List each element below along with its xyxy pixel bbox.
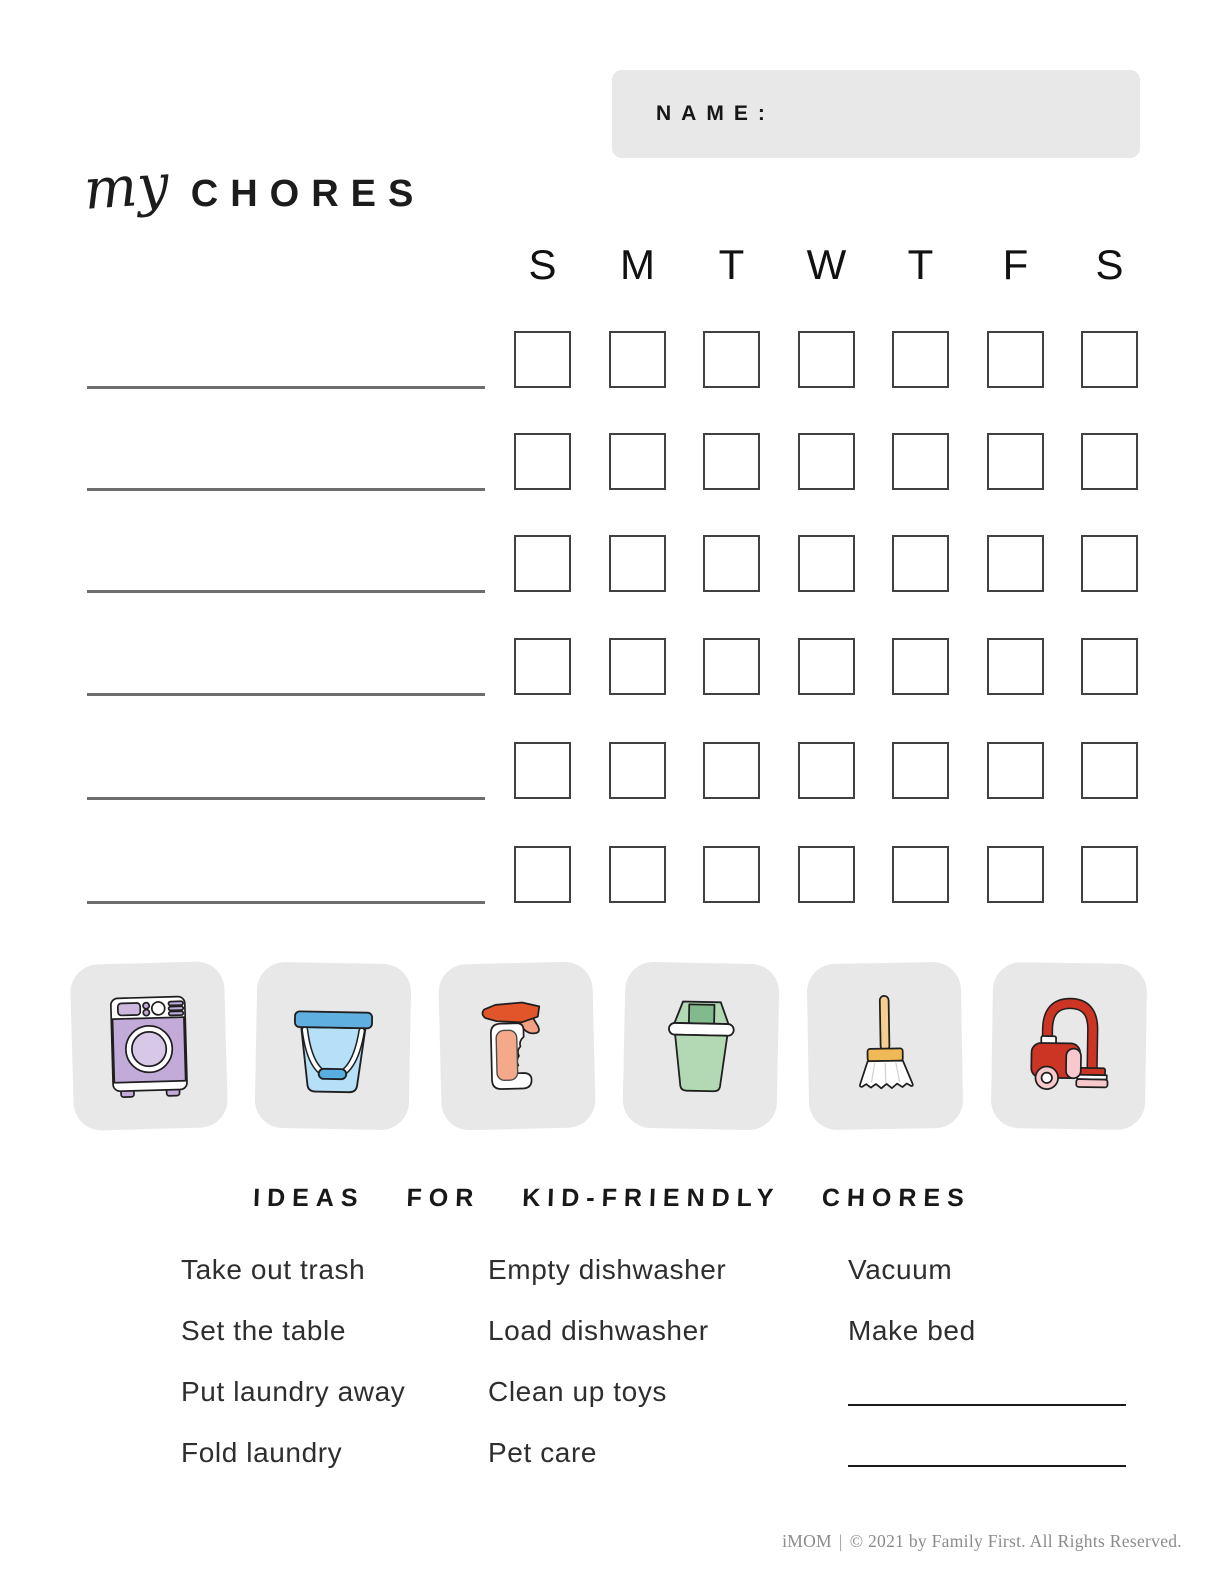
tile-vacuum [991,962,1148,1130]
checkbox[interactable] [798,638,855,695]
broom-icon [840,991,930,1101]
vacuum-icon [1020,992,1118,1099]
checkbox[interactable] [987,535,1044,592]
checkbox[interactable] [514,846,571,903]
idea-write-in-line[interactable] [848,1439,1126,1467]
day-header-tue: T [718,241,745,288]
checkbox[interactable] [798,433,855,490]
footer-divider: | [838,1531,843,1551]
footer-copyright [782,1531,1182,1552]
checkbox[interactable] [514,331,571,388]
checkbox[interactable] [703,433,760,490]
checkbox[interactable] [703,638,760,695]
idea-item: Set the table [181,1315,347,1346]
chore-row [0,638,1224,697]
checkbox[interactable] [987,433,1044,490]
day-header-sat: S [1095,241,1124,288]
name-label: NAME: [656,102,775,125]
chore-name-line[interactable] [87,693,485,696]
tile-washing-machine [70,961,229,1131]
ideas-column-2 [488,1256,726,1467]
idea-item: Put laundry away [181,1376,406,1407]
chore-row [0,535,1224,594]
checkbox[interactable] [798,846,855,903]
checkbox[interactable] [798,331,855,388]
washing-machine-icon [105,992,194,1099]
idea-item: Pet care [488,1437,598,1468]
checkbox[interactable] [1081,331,1138,388]
checkbox[interactable] [987,742,1044,799]
chore-name-line[interactable] [87,797,485,800]
checkbox[interactable] [514,433,571,490]
checkbox[interactable] [987,331,1044,388]
ideas-column-3 [848,1256,1126,1467]
day-header-thu: T [907,241,934,288]
idea-item: Take out trash [181,1254,366,1285]
day-header-mon: M [620,241,655,288]
title-script-my: my [81,152,171,223]
trash-can-icon [655,990,747,1102]
bucket-icon [286,989,380,1103]
tile-bucket [254,962,411,1131]
checkbox[interactable] [514,535,571,592]
checkbox[interactable] [703,742,760,799]
day-header-fri: F [1002,241,1029,288]
checkbox[interactable] [798,742,855,799]
day-header-wed: W [806,241,847,288]
ideas-heading: IDEAS FOR KID-FRIENDLY CHORES [252,1184,972,1212]
idea-item: Make bed [848,1315,976,1346]
chore-row [0,433,1224,492]
checkbox[interactable] [892,433,949,490]
checkbox[interactable] [798,535,855,592]
checkbox[interactable] [514,638,571,695]
idea-item: Clean up toys [488,1376,668,1407]
footer-brand: iMOM [782,1531,832,1551]
tile-spray-bottle [438,961,596,1131]
title-caps-chores: CHORES [190,173,426,215]
checkbox[interactable] [987,638,1044,695]
checkbox[interactable] [609,331,666,388]
checkbox[interactable] [609,846,666,903]
checkbox[interactable] [1081,742,1138,799]
checkbox[interactable] [892,331,949,388]
checkbox[interactable] [703,846,760,903]
footer-text: © 2021 by Family First. All Rights Reserved. [849,1531,1182,1551]
checkbox[interactable] [987,846,1044,903]
chore-name-line[interactable] [87,488,485,491]
idea-item: Empty dishwasher [488,1254,727,1285]
chore-name-line[interactable] [87,901,485,904]
idea-write-in-line[interactable] [848,1378,1126,1406]
checkbox[interactable] [1081,433,1138,490]
checkbox[interactable] [1081,846,1138,903]
checkbox[interactable] [609,638,666,695]
checkbox[interactable] [609,742,666,799]
checkbox[interactable] [1081,638,1138,695]
checkbox[interactable] [892,638,949,695]
checkbox[interactable] [1081,535,1138,592]
chore-row [0,331,1224,390]
checkbox[interactable] [703,535,760,592]
checkbox[interactable] [892,846,949,903]
checkbox[interactable] [703,331,760,388]
checkbox[interactable] [892,742,949,799]
chore-name-line[interactable] [87,590,485,593]
checkbox[interactable] [514,742,571,799]
tile-trash-can [622,961,779,1130]
chore-row [0,846,1224,905]
checkbox[interactable] [609,433,666,490]
day-header-sun: S [528,241,557,288]
spray-bottle-icon [473,992,562,1099]
name-field[interactable] [612,70,1140,158]
chore-name-line[interactable] [87,386,485,389]
checkbox[interactable] [609,535,666,592]
ideas-column-1 [181,1256,405,1467]
checkbox[interactable] [892,535,949,592]
idea-item: Vacuum [848,1254,953,1285]
tile-broom [807,962,964,1131]
idea-item: Fold laundry [181,1437,343,1468]
idea-item: Load dishwasher [488,1315,709,1346]
chore-row [0,742,1224,801]
page-title [81,152,426,223]
